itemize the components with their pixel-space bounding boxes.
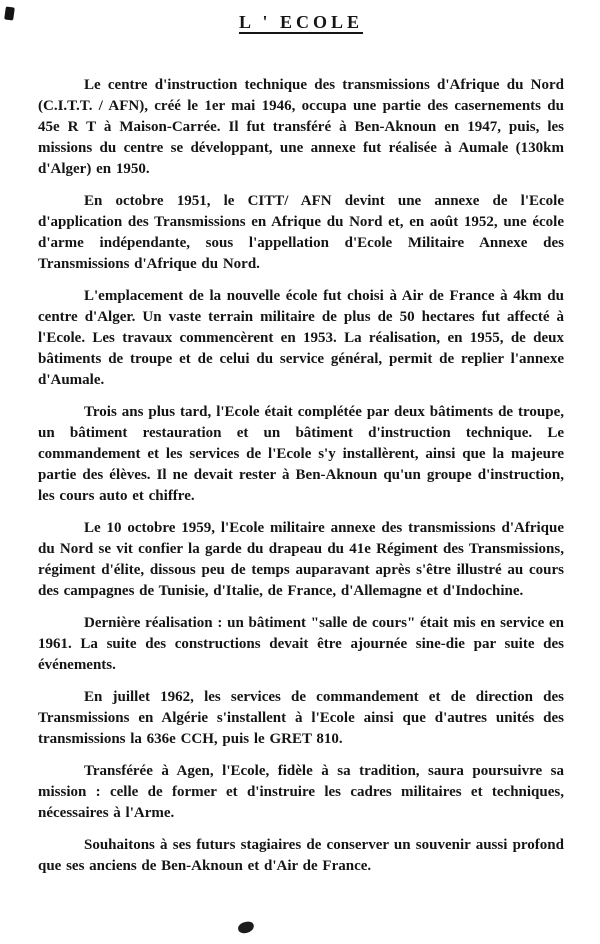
paragraph-5: Le 10 octobre 1959, l'Ecole militaire annexe des transmissions d'Afrique du Nord se vit confier la garde du drapeau du 41e Régiment des Transmissions, régiment d'élite, dissous peu de temps auparavant après s'être illustré au cours des campagnes de Tunisie, d'Italie, de France, d'Allemagne et d'Indochine. [38, 520, 564, 599]
paragraph-9: Souhaitons à ses futurs stagiaires de conserver un souvenir aussi profond que ses anciens de Ben-Aknoun et d'Air de France. [38, 837, 564, 874]
page-title: L ' ECOLE [238, 12, 364, 32]
scan-ink-mark-top-left [4, 6, 15, 20]
paragraph-2: En octobre 1951, le CITT/ AFN devint une annexe de l'Ecole d'application des Transmissions en Afrique du Nord et, en août 1952, une école d'arme indépendante, sous l'appellation d'Ecole Militaire Annexe des Transmissions d'Afrique du Nord. [38, 193, 564, 272]
paragraph-8: Transférée à Agen, l'Ecole, fidèle à sa tradition, saura poursuivre sa mission : celle de former et d'instruire les cadres militaires et techniques, nécessaires à l'Arme. [38, 763, 564, 821]
paragraph-3: L'emplacement de la nouvelle école fut choisi à Air de France à 4km du centre d'Alger. Un vaste terrain militaire de plus de 50 hectares fut affecté à l'Ecole. Les travaux commencèrent en 1953. La réalisation, en 1955, de deux bâtiments de troupe et de celui du service général, permit de replier l'annexe d'Aumale. [38, 288, 564, 388]
scan-ink-smudge-bottom [237, 920, 255, 934]
paragraph-7: En juillet 1962, les services de commandement et de direction des Transmissions en Algérie s'installent à l'Ecole ainsi que d'autres unités des transmissions la 636e CCH, puis le GRET 810. [38, 689, 564, 747]
paragraph-6: Dernière réalisation : un bâtiment "salle de cours" était mis en service en 1961. La suite des constructions devait être ajournée sine-die par suite des événements. [38, 615, 564, 673]
paragraph-1: Le centre d'instruction technique des transmissions d'Afrique du Nord (C.I.T.T. / AFN), créé le 1er mai 1946, occupa une partie des casernements du 45e R T à Maison-Carrée. Il fut transféré à Ben-Aknoun en 1947, puis, les missions du centre se développant, une annexe fut réalisée à Aumale (130km d'Alger) en 1950. [38, 77, 564, 177]
paragraph-4: Trois ans plus tard, l'Ecole était complétée par deux bâtiments de troupe, un bâtiment restauration et un bâtiment d'instruction technique. Le commandement et les services de l'Ecole s'y installèrent, ainsi que la majeure partie des élèves. Il ne devait rester à Ben-Aknoun qu'un groupe d'instruction, les cours auto et chiffre. [38, 404, 564, 504]
